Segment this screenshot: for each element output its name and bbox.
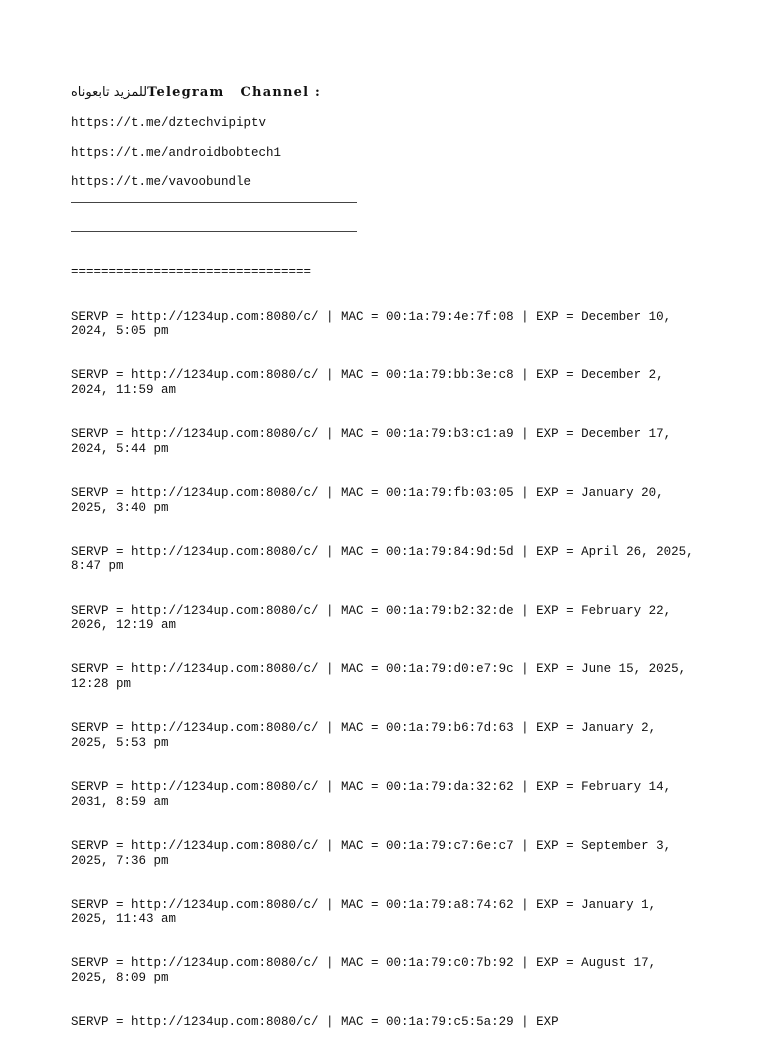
entry-line: SERVP = http://1234up.com:8080/c/ | MAC = 00:1a:79:84:9d:5d | EXP = April 26, 2025, 8:47 pm [71, 544, 694, 574]
heading-channel-text: Channel [240, 85, 310, 100]
horizontal-rule-1 [71, 202, 357, 203]
heading-colon: : [314, 85, 321, 100]
entry-line: SERVP = http://1234up.com:8080/c/ | MAC = 00:1a:79:c0:7b:92 | EXP = August 17, 2025, 8:09 pm [71, 956, 657, 986]
telegram-link-1[interactable]: https://t.me/dztechvipiptv [71, 116, 267, 130]
entry-line: SERVP = http://1234up.com:8080/c/ | MAC = 00:1a:79:c5:5a:29 | EXP [71, 1015, 559, 1030]
entry-line: SERVP = http://1234up.com:8080/c/ | MAC = 00:1a:79:b3:c1:a9 | EXP = December 17, 2024, 5:44 pm [71, 427, 672, 456]
entry-line: SERVP = http://1234up.com:8080/c/ | MAC = 00:1a:79:4e:7f:08 | EXP = December 10, 2024, 5:05 pm [71, 309, 672, 339]
entry-line: SERVP = http://1234up.com:8080/c/ | MAC = 00:1a:79:da:32:62 | EXP = February 14, 2031, 8:59 am [71, 780, 672, 809]
horizontal-rule-2 [71, 231, 357, 232]
page-heading [71, 85, 321, 100]
entry-line: SERVP = http://1234up.com:8080/c/ | MAC = 00:1a:79:bb:3e:c8 | EXP = December 2, 2024, 11:59 am [71, 368, 664, 398]
entry-line: SERVP = http://1234up.com:8080/c/ | MAC = 00:1a:79:fb:03:05 | EXP = January 20, 2025, 3:40 pm [71, 485, 664, 515]
entry-list [71, 236, 721, 1059]
telegram-link-2[interactable]: https://t.me/androidbobtech1 [71, 146, 282, 160]
separator-line: ================================ [71, 265, 312, 280]
telegram-link-3[interactable]: https://t.me/vavoobundle [71, 175, 252, 189]
heading-telegram-text: Telegram [147, 85, 225, 100]
entry-line: SERVP = http://1234up.com:8080/c/ | MAC = 00:1a:79:c7:6e:c7 | EXP = September 3, 2025, 7:36 pm [71, 838, 672, 868]
entry-line: SERVP = http://1234up.com:8080/c/ | MAC = 00:1a:79:b2:32:de | EXP = February 22, 2026, 12:19 am [71, 603, 672, 633]
entry-line: SERVP = http://1234up.com:8080/c/ | MAC = 00:1a:79:b6:7d:63 | EXP = January 2, 2025, 5:53 pm [71, 721, 657, 750]
entry-line: SERVP = http://1234up.com:8080/c/ | MAC = 00:1a:79:d0:e7:9c | EXP = June 15, 2025, 12:28 pm [71, 662, 687, 692]
heading-arabic-text: للمزيد تابعوناه [71, 85, 148, 100]
entry-line: SERVP = http://1234up.com:8080/c/ | MAC = 00:1a:79:a8:74:62 | EXP = January 1, 2025, 11:43 am [71, 897, 657, 927]
